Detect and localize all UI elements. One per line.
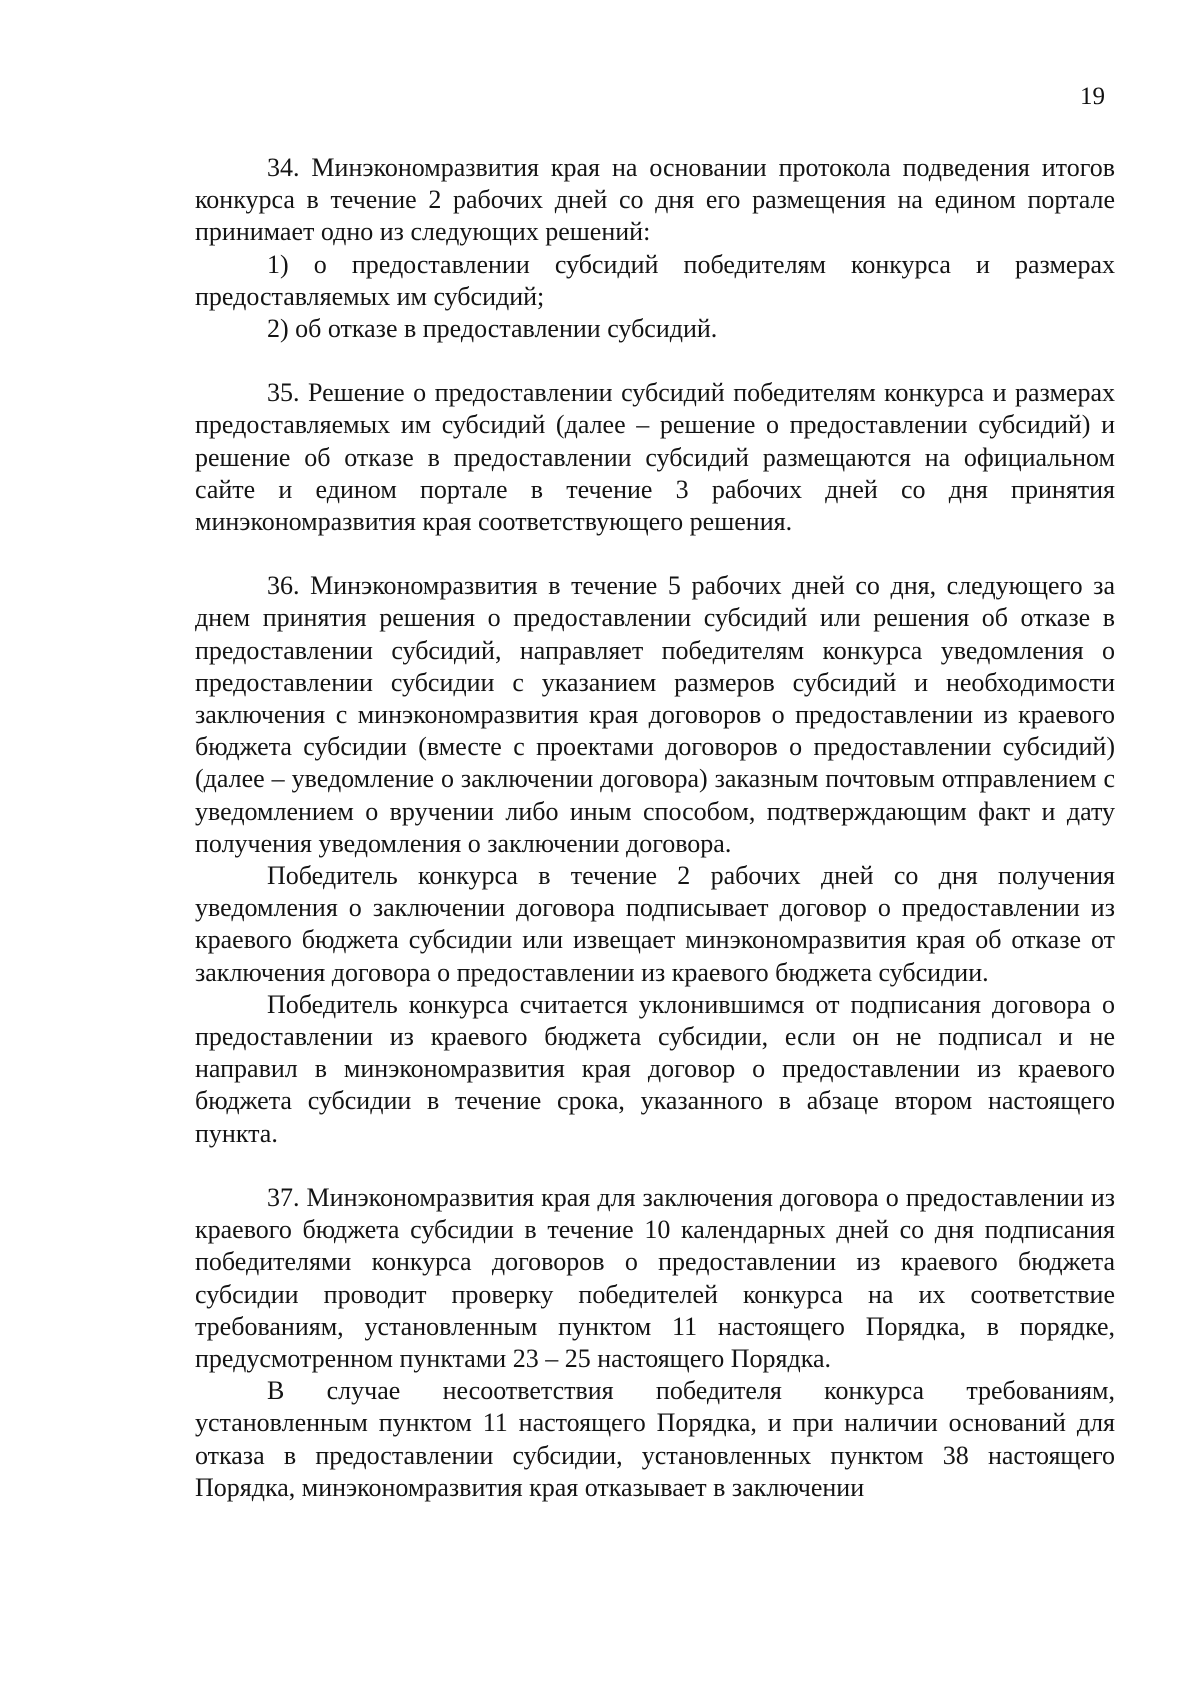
paragraph-35: 35. Решение о предоставлении субсидий победителям конкурса и размерах предоставляемых им субсидий (далее – решение о предоставлении субсидий) и решение об отказе в предоставлении субсидий размещаются на официальном сайте и едином портале в течение 3 рабочих дней со дня принятия минэкономразвития края соответствующего решения. (195, 378, 1115, 537)
paragraph-37-part-2: В случае несоответствия победителя конкурса требованиям, установленным пунктом 11 настоящего Порядка, и при наличии оснований для отказа в предоставлении субсидии, установленных пунктом 38 настоящего Порядка, минэкономразвития края отказывает в заключении (195, 1376, 1115, 1502)
page-number: 19 (1080, 83, 1105, 110)
paragraph-34-option-2: 2) об отказе в предоставлении субсидий. (267, 314, 718, 344)
paragraph-36: 36. Минэкономразвития в течение 5 рабочих дней со дня, следующего за днем принятия решения о предоставлении субсидий или решения об отказе в предоставлении субсидий, направляет победителям конкурса уведомления о предоставлении субсидии с указанием размеров субсидий и необходимости заключения с минэкономразвития края договоров о предоставлении из краевого бюджета субсидии (вместе с проектами договоров о предоставлении субсидий) (далее – уведомление о заключении договора) заказным почтовым отправлением с уведомлением о вручении либо иным способом, подтверждающим факт и дату получения уведомления о заключении договора. (195, 571, 1115, 858)
paragraph-36-part-2: Победитель конкурса в течение 2 рабочих дней со дня получения уведомления о заключении договора подписывает договор о предоставлении из краевого бюджета субсидии или извещает минэкономразвития края об отказе от заключения договора о предоставлении из краевого бюджета субсидии. (195, 861, 1115, 987)
document-body (195, 152, 1115, 1504)
paragraph-34: 34. Минэкономразвития края на основании протокола подведения итогов конкурса в течение 2 рабочих дней со дня его размещения на едином портале принимает одно из следующих решений: (195, 153, 1115, 247)
paragraph-37: 37. Минэкономразвития края для заключения договора о предоставлении из краевого бюджета субсидии в течение 10 календарных дней со дня подписания победителями конкурса договоров о предоставлении из краевого бюджета субсидии проводит проверку победителей конкурса на их соответствие требованиям, установленным пунктом 11 настоящего Порядка, в порядке, предусмотренном пунктами 23 – 25 настоящего Порядка. (195, 1182, 1115, 1373)
paragraph-34-option-1: 1) о предоставлении субсидий победителям конкурса и размерах предоставляемых им субсидий; (195, 249, 1115, 311)
paragraph-36-part-3: Победитель конкурса считается уклонившимся от подписания договора о предоставлении из краевого бюджета субсидии, если он не подписал и не направил в минэкономразвития края договор о предоставлении из краевого бюджета субсидии в течение срока, указанного в абзаце втором настоящего пункта. (195, 989, 1115, 1148)
